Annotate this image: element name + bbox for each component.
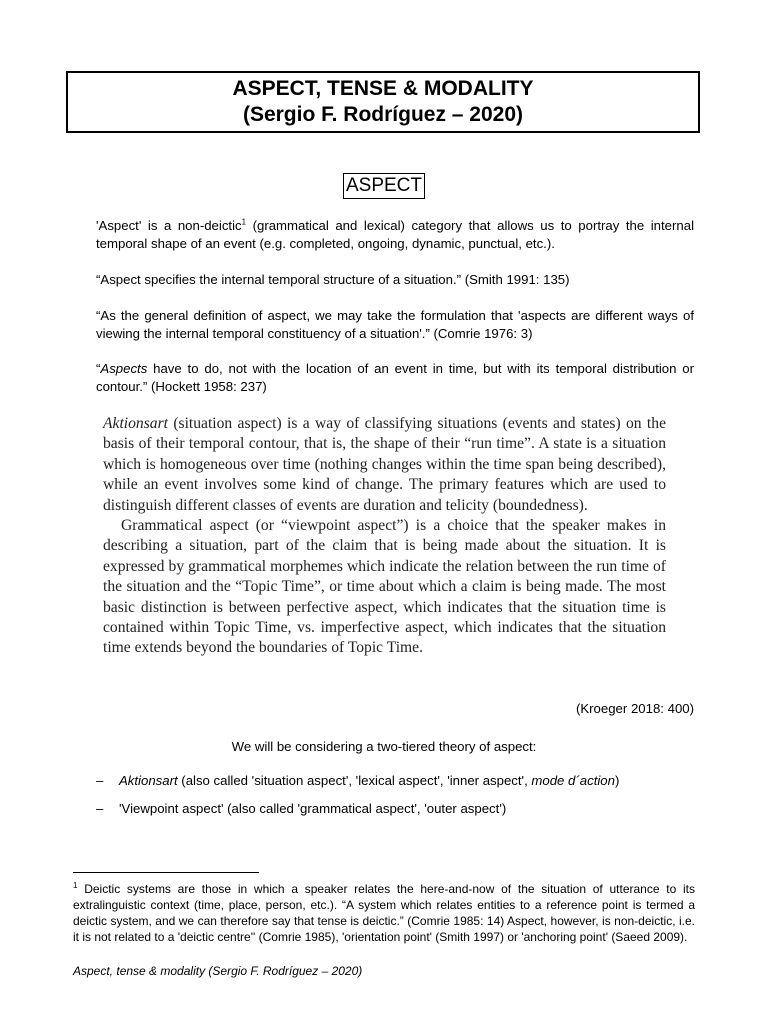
bullet-dash: – (96, 773, 104, 788)
paragraph-smith-quote: “Aspect specifies the internal temporal structure of a situation.” (Smith 1991: 135) (96, 272, 570, 287)
footnote-1 (73, 881, 695, 945)
list-item-aktionsart (96, 772, 694, 790)
quote-p1-text: (situation aspect) is a way of classifying situations (events and states) on the basis of their temporal contour, that is, the shape of their “run time”. A state is a situation which is homogeneous over time (nothing changes within the time span being described), while an event involves some kind of change. The primary features which are used to distinguish different classes of events are duration and telicity (boundedness). (103, 415, 666, 514)
paragraph-hockett-quote (96, 360, 694, 396)
kroeger-citation: (Kroeger 2018: 400) (575, 701, 694, 716)
p4-open-quote: “ (96, 361, 101, 376)
p4-rest: have to do, not with the location of an event in time, but with its temporal distribution or contour.” (Hockett 1958: 237) (96, 361, 694, 394)
aspect-tier-list (96, 772, 694, 828)
list-item-mid: (also called 'situation aspect', 'lexical aspect', 'inner aspect', (177, 773, 532, 788)
footnote-text: Deictic systems are those in which a speaker relates the here-and-now of the situation of utterance to its extralinguistic context (time, place, person, etc.). “A system which relates entities to a reference point is termed a deictic system, and we can therefore say that tense is deictic.” (Comrie 1985: 14) Aspect, however, is non-deictic, i.e. it is not related to a 'deictic centre'' (Comrie 1985), 'orientation point' (Smith 1997) or 'anchoring point' (Saeed 2009). (73, 882, 695, 944)
footnote-marker[interactable]: 1 (241, 217, 247, 227)
paragraph-comrie-quote: “As the general definition of aspect, we may take the formulation that 'aspects are different ways of viewing the internal temporal constituency of a situation'.” (Comrie 1976: 3) (96, 308, 694, 341)
list-item-end: ) (614, 773, 620, 788)
quote-paragraph-aktionsart (103, 414, 666, 516)
title-box (66, 71, 700, 133)
page-footer: Aspect, tense & modality (Sergio F. Rodríguez – 2020) (73, 964, 363, 978)
footnote-separator (73, 872, 259, 873)
two-tiered-intro: We will be considering a two-tiered theory of aspect: (231, 739, 537, 754)
section-heading (0, 173, 768, 199)
footnote-number: 1 (73, 881, 78, 890)
list-item-text (119, 772, 619, 790)
kroeger-block-quote (103, 414, 666, 659)
p1-text-after: (grammatical and lexical) category that allows us to portray the internal temporal shape of an event (e.g. completed, ongoing, dynamic, punctual, etc.). (96, 218, 695, 251)
list-item-viewpoint (96, 800, 694, 818)
p4-italic: Aspects (100, 361, 148, 376)
aktionsart-term: Aktionsart (119, 773, 178, 788)
document-title: ASPECT, TENSE & MODALITY (232, 77, 534, 100)
mode-daction-term: mode d´action (531, 773, 615, 788)
quote-paragraph-grammatical-aspect: Grammatical aspect (or “viewpoint aspect”) is a choice that the speaker makes in describing a situation, part of the claim that is being made about the situation. It is expressed by grammatical morphemes which indicate the relation between the run time of the situation and the “Topic Time”, or time about which a claim is being made. The most basic distinction is between perfective aspect, which indicates that the situation time is contained within Topic Time, vs. imperfective aspect, which indicates that the situation time extends beyond the boundaries of Topic Time. (103, 517, 666, 657)
bullet-dash: – (96, 801, 104, 816)
document-author: (Sergio F. Rodríguez – 2020) (242, 103, 524, 126)
quote-aktionsart-term: Aktionsart (103, 415, 168, 432)
list-item-text: 'Viewpoint aspect' (also called 'grammatical aspect', 'outer aspect') (119, 801, 507, 816)
paragraph-aspect-definition (96, 217, 694, 253)
section-heading-text: ASPECT (343, 173, 425, 199)
p1-text-before: 'Aspect' is a non-deictic (96, 218, 242, 233)
